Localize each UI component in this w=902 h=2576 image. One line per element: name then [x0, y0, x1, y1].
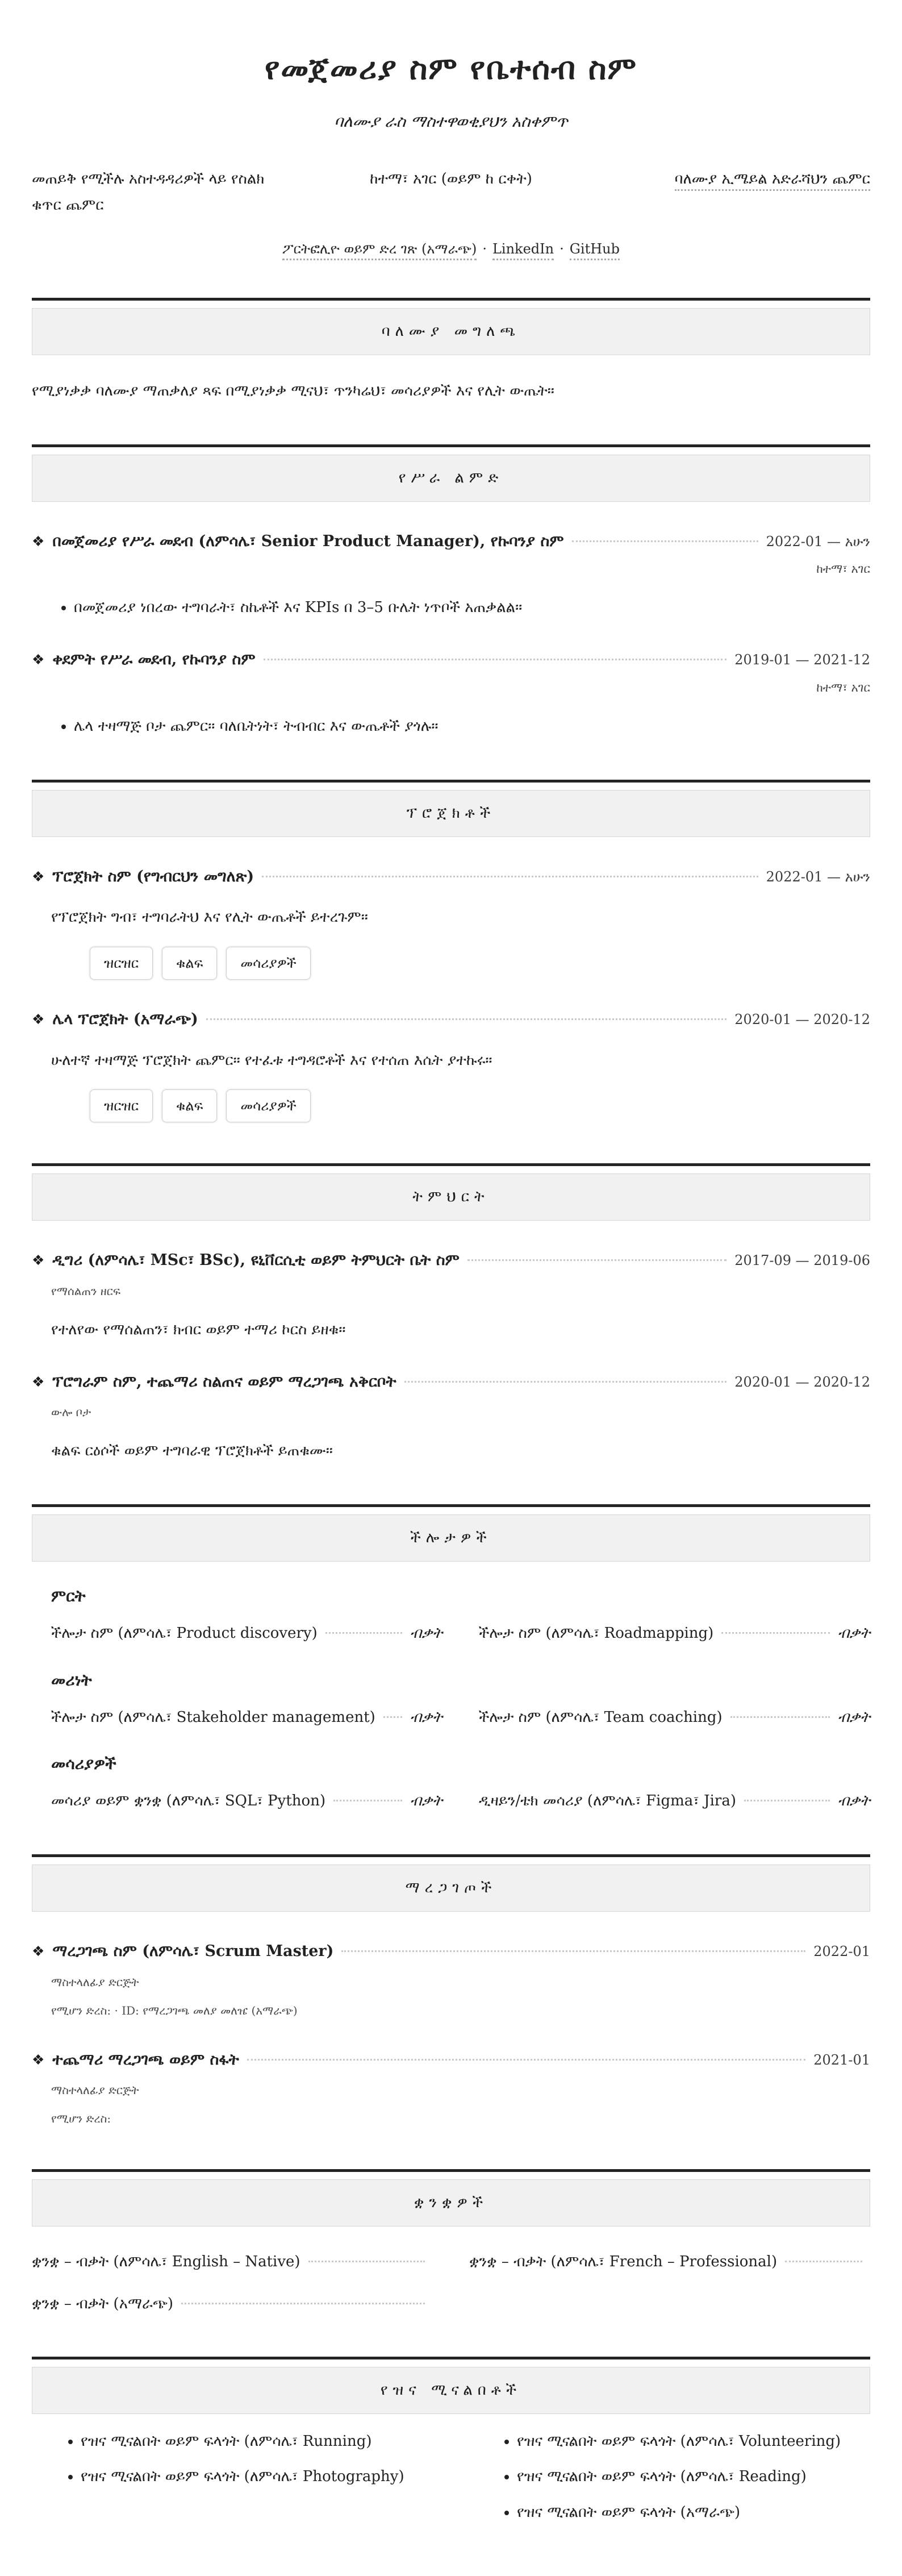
section-heading-education: ትምህርት [32, 1173, 870, 1221]
skill-group-product: ምርት [51, 1587, 86, 1606]
experience-entry [32, 648, 870, 738]
entry-head [32, 1371, 870, 1394]
dotted-leader [325, 1632, 402, 1634]
entry-head [32, 1249, 870, 1272]
language-row [32, 2292, 433, 2316]
diamond-bullet-icon: ❖ [32, 2051, 45, 2068]
section-divider [32, 1504, 870, 1507]
hobby-list [66, 2429, 434, 2489]
skill-row [51, 1622, 442, 1646]
language-label: ቋንቋ – ብቃት (ለምሳሌ፣ French – Professional) [469, 2253, 778, 2271]
certification-entry [32, 2049, 870, 2129]
certification-org: ማስተላለፊያ ድርጅት [51, 2083, 139, 2098]
tag-chip: መሳሪያዎች [226, 947, 310, 980]
dotted-leader [572, 540, 758, 542]
skill-row [51, 1790, 442, 1813]
education-field: ውሎ ቦታ [51, 1405, 91, 1420]
github-link[interactable]: GitHub [570, 241, 620, 260]
section-heading-languages: ቋንቋዎች [32, 2179, 870, 2227]
email-link[interactable]: ባለሙያ ኢሜይል አድራሻህን ጨምር [675, 170, 870, 191]
project-dates: 2020-01 — 2020-12 [734, 1012, 870, 1028]
section-heading-hobbies: የዝና ሚናልበቶች [32, 2367, 870, 2414]
hobby-list [502, 2429, 870, 2525]
linkedin-link[interactable]: LinkedIn [492, 241, 554, 260]
section-projects [32, 780, 870, 1123]
section-skills [32, 1504, 870, 1813]
job-bullet: • ሌላ ተዛማጅ ቦታ ጨምር። ባለቤትነት፣ ትብብር እና ውጤቶች ያጎሉ። [74, 714, 870, 739]
certification-entry [32, 1940, 870, 2020]
skill-level: ብቃት [410, 1792, 442, 1810]
entry-head [32, 1940, 870, 1963]
job-bullets [58, 596, 870, 620]
dotted-leader [308, 2261, 425, 2262]
project-title: ፕሮጀክት ስም (የግብርህን መግለጽ) [52, 867, 254, 885]
education-dates: 2020-01 — 2020-12 [734, 1374, 870, 1390]
education-description: የተለየው የማሰልጠን፣ ክብር ወይም ተማሪ ኮርስ ይዘቁ። [51, 1321, 346, 1338]
section-divider [32, 1163, 870, 1166]
certification-title: ማረጋገጫ ስም (ለምሳሌ፣ Scrum Master) [52, 1942, 334, 1961]
skill-grid [51, 1606, 870, 1646]
entry-head [32, 530, 870, 554]
contact-phone: መጠይቅ የሚችሉ አስተዳዳሪዎች ላይ የስልክ ቁጥር ጨምር [32, 170, 265, 214]
entry-head [32, 2049, 870, 2072]
link-separator: · [559, 241, 564, 257]
language-row [469, 2250, 870, 2274]
section-divider [32, 298, 870, 301]
hobby-item: • የዝና ሚናልበት ወይም ፍላጎት (አማራጭ) [517, 2500, 870, 2525]
job-dates: 2022-01 — አሁን [766, 533, 870, 550]
section-divider [32, 780, 870, 783]
education-description: ቁልፍ ርዕሶች ወይም ተግባራዊ ፕሮጀክቶች ይጠቁሙ። [51, 1442, 333, 1460]
job-bullet: • በመጀመሪያ ነበረው ተግባራት፣ ስኬቶች እና KPIs በ 3–5 ቡሌት ነጥቦች አጠቃልል። [74, 596, 870, 620]
skill-level: ብቃት [410, 1708, 442, 1726]
job-dates: 2019-01 — 2021-12 [734, 652, 870, 668]
dotted-leader [721, 1632, 829, 1634]
section-heading-certifications: ማረጋገጦች [32, 1865, 870, 1912]
dotted-leader [383, 1716, 402, 1718]
project-title: ሌላ ፕሮጀክት (አማራጭ) [52, 1010, 198, 1029]
section-heading-experience: የሥራ ልምድ [32, 455, 870, 502]
contact-location: ከተማ፣ አገር (ወይም ከ ርቀት) [370, 170, 532, 188]
portfolio-link[interactable]: ፖርትፎሊዮ ወይም ድረ ገጽ (አማራጭ) [282, 241, 477, 260]
job-title: ቀደምት የሥራ መደብ, የኩባንያ ስም [52, 651, 256, 669]
degree-title: ዲግሪ (ለምሳሌ፣ MSc፣ BSc), ዩኒቨርሲቲ ወይም ትምህርት ቤት ስም [52, 1251, 460, 1270]
project-description: ሁለተኛ ተዛማጅ ፕሮጀክት ጨምር። የተፈቱ ተግዳሮቶች እና የተሰጠ እሴት ያተኩሩ። [51, 1051, 492, 1069]
education-field: የማሰልጠን ዘርፍ [51, 1284, 121, 1298]
dotted-leader [467, 1259, 726, 1261]
skill-level: ብቃት [837, 1708, 870, 1726]
tag-chip: መሳሪያዎች [226, 1089, 310, 1122]
skill-level: ብቃት [410, 1625, 442, 1642]
hobby-item: • የዝና ሚናልበት ወይም ፍላጎት (ለምሳሌ፣ Photography) [81, 2464, 434, 2489]
skill-row [479, 1790, 870, 1813]
section-divider [32, 2169, 870, 2172]
skill-row [51, 1706, 442, 1730]
tag-chip: ቁልፍ [162, 1089, 217, 1122]
tag-chip: ዝርዝር [90, 1089, 153, 1122]
job-title: በመጀመሪያ የሥራ መደብ (ለምሳሌ፣ Senior Product Manager), የኩባንያ ስም [52, 532, 564, 550]
summary-text: የሚያነቃቃ ባለሙያ ማጠቃለያ ጻፍ በሚያነቃቃ ሚናህ፣ ጥንካሬህ፣ መሳሪያዎች እና የሊት ውጤት። [32, 382, 554, 399]
diamond-bullet-icon: ❖ [32, 532, 45, 550]
hobby-column-right [468, 2419, 870, 2525]
project-description: የፕሮጀክት ግብ፣ ተግባራትህ እና የሊት ውጤቶች ይተረጉም። [51, 909, 368, 926]
dotted-leader [264, 659, 727, 660]
hobby-columns [32, 2419, 870, 2525]
skill-level: ብቃት [837, 1792, 870, 1810]
skill-label: ችሎታ ስም (ለምሳሌ፣ Roadmapping) [479, 1625, 714, 1642]
section-education [32, 1163, 870, 1463]
education-entry [32, 1371, 870, 1463]
entry-head [32, 648, 870, 672]
skill-level: ብቃት [837, 1625, 870, 1642]
section-heading-summary: ባለሙያ መግለጫ [32, 308, 870, 355]
diamond-bullet-icon: ❖ [32, 1011, 45, 1028]
dotted-leader [730, 1716, 830, 1718]
job-location: ከተማ፣ አገር [816, 680, 870, 694]
dotted-leader [785, 2261, 862, 2262]
skill-label: ዲዛይን/ቴክ መሳሪያ (ለምሳሌ፣ Figma፣ Jira) [479, 1792, 736, 1810]
skill-row [479, 1622, 870, 1646]
entry-head [32, 1008, 870, 1031]
section-languages [32, 2169, 870, 2316]
tagline: ባለሙያ ራስ ማስተዋወቂያህን አስቀምጥ [334, 112, 568, 131]
skill-label: ችሎታ ስም (ለምሳሌ፣ Product discovery) [51, 1625, 318, 1642]
language-grid [32, 2232, 870, 2316]
certification-date: 2021-01 [813, 2051, 870, 2068]
section-divider [32, 444, 870, 447]
contact-row [32, 167, 870, 218]
diamond-bullet-icon: ❖ [32, 1943, 45, 1960]
section-heading-skills: ችሎታዎች [32, 1514, 870, 1562]
skill-label: መሳሪያ ወይም ቋንቋ (ለምሳሌ፣ SQL፣ Python) [51, 1792, 326, 1810]
dotted-leader [181, 2303, 425, 2304]
section-heading-projects: ፕሮጀክቶች [32, 790, 870, 837]
skill-label: ችሎታ ስም (ለምሳሌ፣ Team coaching) [479, 1708, 723, 1726]
certification-title: ተጨማሪ ማረጋገጫ ወይም ስፋት [52, 2050, 239, 2069]
dotted-leader [404, 1381, 727, 1383]
section-experience [32, 444, 870, 739]
section-hobbies [32, 2357, 870, 2525]
dotted-leader [206, 1018, 726, 1020]
job-location: ከተማ፣ አገር [816, 562, 870, 576]
links-row [32, 241, 870, 257]
project-dates: 2022-01 — አሁን [766, 868, 870, 885]
education-dates: 2017-09 — 2019-06 [734, 1252, 870, 1269]
skill-group-tools: መሳሪያዎች [51, 1754, 116, 1774]
entry-head [32, 865, 870, 889]
tag-chip: ቁልፍ [162, 947, 217, 980]
language-label: ቋንቋ – ብቃት (አማራጭ) [32, 2295, 174, 2312]
project-entry [32, 865, 870, 980]
diamond-bullet-icon: ❖ [32, 1373, 45, 1390]
certification-org: ማስተላለፊያ ድርጅት [51, 1975, 139, 1989]
section-divider [32, 2357, 870, 2359]
section-certifications [32, 1854, 870, 2128]
experience-entry [32, 530, 870, 620]
skill-group-leadership: መሪነት [51, 1670, 92, 1689]
section-summary [32, 298, 870, 403]
language-row [32, 2250, 433, 2274]
certification-date: 2022-01 [813, 1944, 870, 1960]
hobby-item: • የዝና ሚናልበት ወይም ፍላጎት (ለምሳሌ፣ Volunteering) [517, 2429, 870, 2454]
dotted-leader [333, 1800, 402, 1801]
diamond-bullet-icon: ❖ [32, 651, 45, 668]
hobby-item: • የዝና ሚናልበት ወይም ፍላጎት (ለምሳሌ፣ Running) [81, 2429, 434, 2454]
diamond-bullet-icon: ❖ [32, 868, 45, 885]
hobby-item: • የዝና ሚናልበት ወይም ፍላጎት (ለምሳሌ፣ Reading) [517, 2464, 870, 2489]
skill-grid [51, 1774, 870, 1813]
education-entry [32, 1249, 870, 1342]
skill-label: ችሎታ ስም (ለምሳሌ፣ Stakeholder management) [51, 1708, 375, 1726]
program-title: ፕሮግራም ስም, ተጨማሪ ስልጠና ወይም ማረጋገጫ አቅርቦት [52, 1372, 396, 1391]
link-separator: · [482, 241, 487, 257]
hobby-column-left [32, 2419, 434, 2525]
job-bullets [58, 714, 870, 739]
dotted-leader [262, 876, 758, 877]
section-divider [32, 1854, 870, 1857]
dotted-leader [341, 1950, 805, 1952]
language-label: ቋንቋ – ብቃት (ለምሳሌ፣ English – Native) [32, 2253, 300, 2271]
diamond-bullet-icon: ❖ [32, 1252, 45, 1269]
project-tags [90, 1089, 870, 1122]
page-title: የመጀመሪያ ስም የቤተሰብ ስም [265, 50, 637, 86]
project-entry [32, 1008, 870, 1122]
tag-chip: ዝርዝር [90, 947, 153, 980]
certification-detail: የሚሆን ድረስ: · ID: የማረጋገጫ መለያ መለዤ (አማራጭ) [51, 2003, 298, 2017]
skill-grid [51, 1690, 870, 1730]
project-tags [90, 947, 870, 980]
contact-email [609, 167, 870, 193]
dotted-leader [744, 1800, 830, 1801]
dotted-leader [247, 2059, 806, 2061]
certification-detail: የሚሆን ድረስ: [51, 2112, 111, 2126]
skill-row [479, 1706, 870, 1730]
